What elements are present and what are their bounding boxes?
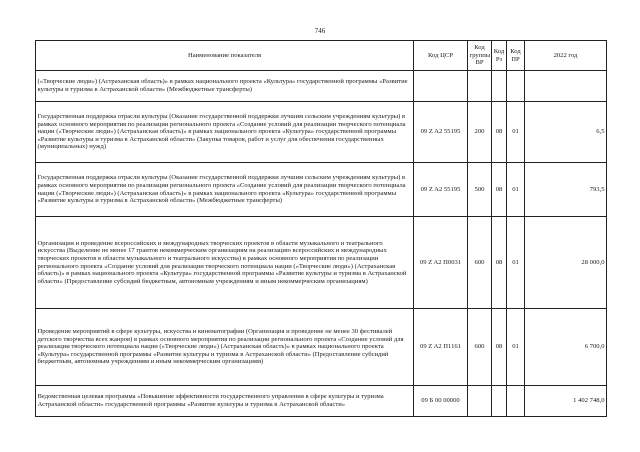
table-row — [36, 309, 607, 386]
header-year: 2022 год — [525, 41, 607, 71]
table-header — [36, 41, 607, 71]
budget-table — [35, 40, 607, 417]
cell-rz: 08 — [492, 102, 507, 163]
cell-csr: 09 Z A2 П1161 — [414, 309, 468, 386]
header-rz: Код Рз — [492, 41, 507, 71]
table-row — [36, 163, 607, 217]
cell-name: Проведение мероприятий в сфере культуры, искусства и кинематографии (Организация и проведение не менее 30 фестивалей детского творчества всех жанров) в рамках основного мероприятия по реализации регионального проекта «Создание условий для реализации творческого потенциала нации («Творческие люди») (Астраханская область)» в рамках национального проекта «Культура» государственной программы «Развитие культуры и туризма в Астраханской области» (Предоставление субсидий бюджетным, автономным учреждениям и иным некоммерческим организациям) — [36, 309, 414, 386]
cell-csr — [414, 71, 468, 102]
cell-csr: 09 Z A2 П0031 — [414, 217, 468, 309]
page-number: 746 — [314, 27, 326, 35]
cell-amount: 6 700,0 — [525, 309, 607, 386]
cell-rz: 08 — [492, 163, 507, 217]
cell-amount: 28 000,0 — [525, 217, 607, 309]
cell-name: Организация и проведение всероссийских и международных творческих проектов в области музыкального и театрального искусства (Выделение не менее 17 грантов некоммерческим организациям на реализацию всероссийских и международных творческих проектов в области музыкального и театрального искусства) в рамках основного мероприятия по реализации регионального проекта «Создание условий для реализации творческого потенциала нации («Творческие люди») (Астраханская область)» в рамках национального проекта «Культура» государственной программы «Развитие культуры и туризма в Астраханской области» (Предоставление субсидий бюджетным, автономным учреждениям и иным некоммерческим организациям) — [36, 217, 414, 309]
cell-vr: 600 — [468, 309, 492, 386]
cell-pr: 01 — [507, 163, 525, 217]
cell-csr: 09 Б 00 00000 — [414, 386, 468, 417]
cell-csr: 09 Z A2 55195 — [414, 163, 468, 217]
header-vr: Код группы ВР — [468, 41, 492, 71]
cell-vr: 200 — [468, 102, 492, 163]
cell-rz — [492, 386, 507, 417]
cell-rz: 08 — [492, 309, 507, 386]
header-csr: Код ЦСР — [414, 41, 468, 71]
cell-name: («Творческие люди») (Астраханская область)» в рамках национального проекта «Культура» государственной программы «Развитие культуры и туризма в Астраханской области» (Межбюджетные трансферты) — [36, 71, 414, 102]
cell-amount: 793,5 — [525, 163, 607, 217]
header-pr: Код ПР — [507, 41, 525, 71]
cell-name: Государственная поддержка отрасли культуры (Оказание государственной поддержки лучшим сельским учреждениям культуры) в рамках основного мероприятия по реализации регионального проекта «Создание условий для реализации творческого потенциала нации («Творческие люди») (Астраханская область)» в рамках национального проекта «Культура» государственной программы «Развитие культуры и туризма в Астраханской области» (Межбюджетные трансферты) — [36, 163, 414, 217]
cell-rz — [492, 71, 507, 102]
cell-amount: 6,5 — [525, 102, 607, 163]
cell-csr: 09 Z A2 55195 — [414, 102, 468, 163]
cell-pr: 01 — [507, 309, 525, 386]
cell-pr: 01 — [507, 102, 525, 163]
cell-vr: 600 — [468, 217, 492, 309]
cell-amount: 1 402 748,0 — [525, 386, 607, 417]
cell-name: Ведомственная целевая программа «Повышение эффективности государственного управления в сфере культуры и туризма Астраханской области» государственной программы «Развитие культуры и туризма в Астраханской области» — [36, 386, 414, 417]
cell-vr — [468, 71, 492, 102]
table-row — [36, 217, 607, 309]
cell-pr — [507, 386, 525, 417]
cell-vr: 500 — [468, 163, 492, 217]
cell-rz: 08 — [492, 217, 507, 309]
header-name: Наименование показателя — [36, 41, 414, 71]
cell-pr — [507, 71, 525, 102]
cell-vr — [468, 386, 492, 417]
table-row — [36, 71, 607, 102]
table-row — [36, 102, 607, 163]
cell-amount — [525, 71, 607, 102]
table-row — [36, 386, 607, 417]
cell-name: Государственная поддержка отрасли культуры (Оказание государственной поддержки лучшим сельским учреждениям культуры) в рамках основного мероприятия по реализации регионального проекта «Создание условий для реализации творческого потенциала нации («Творческие люди») (Астраханская область)» в рамках национального проекта «Культура» государственной программы «Развитие культуры и туризма в Астраханской области» (Закупка товаров, работ и услуг для обеспечения государственных (муниципальных) нужд) — [36, 102, 414, 163]
cell-pr: 01 — [507, 217, 525, 309]
